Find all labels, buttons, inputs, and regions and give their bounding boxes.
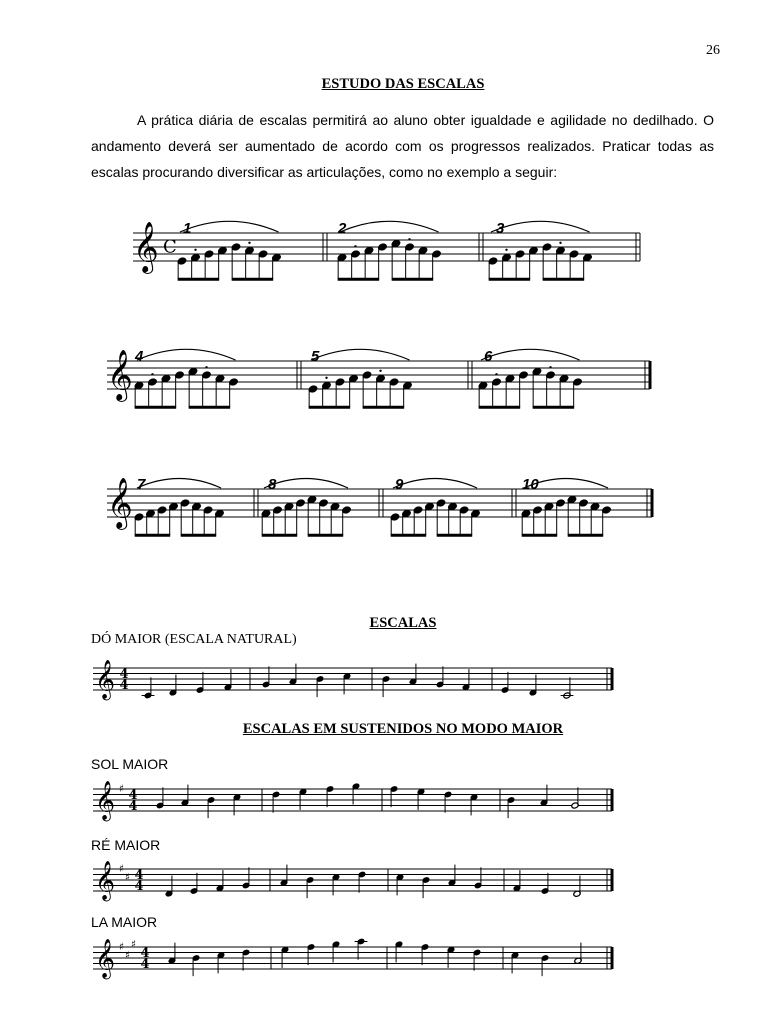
slur xyxy=(137,479,221,489)
staccato-dot xyxy=(408,238,410,240)
slur xyxy=(393,479,477,489)
exercise-number: 1 xyxy=(183,220,192,237)
sol-major-staff xyxy=(93,781,612,822)
scales-title: ESCALAS xyxy=(369,615,437,631)
study-title: ESTUDO DAS ESCALAS xyxy=(321,76,485,92)
exercise-number: 3 xyxy=(496,220,505,237)
slur xyxy=(491,221,590,232)
exercise-number: 10 xyxy=(522,476,539,493)
slur xyxy=(340,221,439,232)
time-signature-top: 4 xyxy=(140,945,150,961)
exercise-staff-1-3 xyxy=(133,220,640,279)
slur xyxy=(180,221,279,232)
slur xyxy=(137,349,236,360)
sharp-sign: ♯ xyxy=(125,949,131,962)
exercise-number: 5 xyxy=(311,348,320,365)
natural-scale-label: DÓ MAIOR (ESCALA NATURAL) xyxy=(91,632,297,647)
treble-clef: 𝄞 xyxy=(107,478,133,529)
exercise-number: 6 xyxy=(484,348,493,365)
treble-clef: 𝄞 xyxy=(95,860,116,901)
exercise-number: 4 xyxy=(135,348,144,365)
staccato-dot xyxy=(549,366,551,368)
treble-clef: 𝄞 xyxy=(95,780,116,821)
sharp-sign: ♯ xyxy=(119,863,125,876)
exercise-number: 9 xyxy=(395,476,404,493)
exercise-number: 2 xyxy=(338,220,347,237)
sol-major-label: SOL MAIOR xyxy=(91,756,169,772)
staccato-dot xyxy=(325,377,327,379)
sharp-sign: ♯ xyxy=(119,941,125,954)
time-signature-bottom: 4 xyxy=(140,956,150,972)
time-signature-top: 4 xyxy=(128,787,138,803)
staccato-dot xyxy=(379,370,381,372)
treble-clef: 𝄞 xyxy=(107,350,133,401)
slur xyxy=(311,349,410,360)
staccato-dot xyxy=(354,245,356,247)
do-major-staff xyxy=(93,660,612,701)
staccato-dot xyxy=(495,373,497,375)
staccato-dot xyxy=(194,249,196,251)
staccato-dot xyxy=(559,242,561,244)
time-signature-bottom: 4 xyxy=(128,798,138,814)
page-number: 26 xyxy=(706,43,720,58)
sharp-sign: ♯ xyxy=(119,783,125,796)
exercise-staff-4-6 xyxy=(107,348,650,407)
sharps-title: ESCALAS EM SUSTENIDOS NO MODO MAIOR xyxy=(242,721,564,737)
time-signature-top: 4 xyxy=(119,666,129,682)
slur xyxy=(481,349,580,360)
time-signature-bottom: 4 xyxy=(134,878,144,894)
sharp-sign: ♯ xyxy=(131,938,137,951)
treble-clef: 𝄞 xyxy=(95,938,116,979)
staccato-dot xyxy=(151,373,153,375)
intro-text: A prática diária de escalas permitirá ao aluno obter igualdade e agilidade no dedilhado. O andamento deverá ser aumentado de acordo com os progressos realizados. Praticar todas as escalas procurando diversificar as articulações, como no exemplo a seguir: xyxy=(91,112,714,180)
time-signature-top: 4 xyxy=(134,867,144,883)
exercise-number: 8 xyxy=(268,476,277,493)
staccato-dot xyxy=(505,249,507,251)
re-major-staff xyxy=(93,861,612,902)
treble-clef: 𝄞 xyxy=(133,222,159,273)
treble-clef: 𝄞 xyxy=(95,659,116,700)
sharp-sign: ♯ xyxy=(125,871,131,884)
la-major-staff xyxy=(93,938,612,980)
staccato-dot xyxy=(205,366,207,368)
exercise-number: 7 xyxy=(137,476,146,493)
exercise-staff-7-10 xyxy=(107,476,652,535)
staccato-dot xyxy=(248,242,250,244)
slur xyxy=(264,479,348,489)
re-major-label: RÉ MAIOR xyxy=(91,837,161,853)
time-signature-bottom: 4 xyxy=(119,677,129,693)
la-major-label: LA MAIOR xyxy=(91,914,158,930)
common-time-sign: C xyxy=(163,236,177,258)
